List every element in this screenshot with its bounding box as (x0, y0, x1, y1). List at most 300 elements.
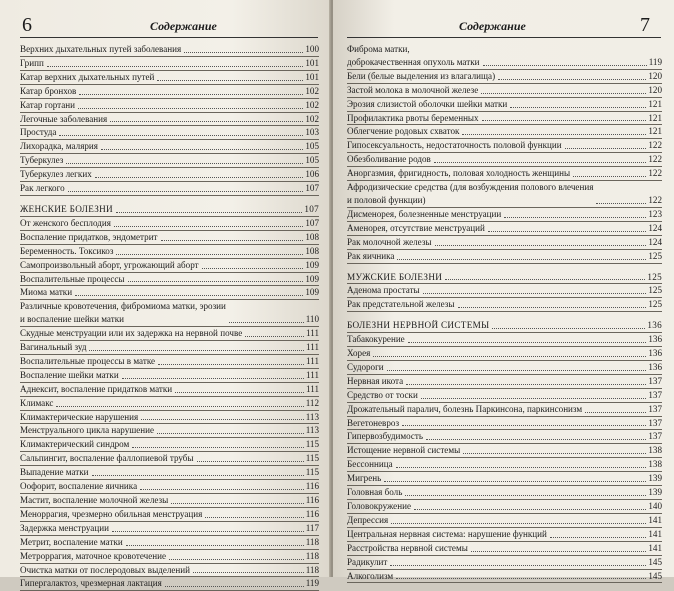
toc-entry-title: Оофорит, воспаление яичника (20, 481, 138, 492)
toc-entry-title: Климакс (20, 397, 54, 408)
toc-entry-page: 111 (306, 342, 319, 353)
dot-leader (75, 294, 303, 296)
toc-row (347, 125, 662, 138)
toc-entry-page: 121 (648, 112, 662, 123)
dot-leader (140, 488, 304, 490)
left-header-rule (20, 37, 318, 38)
toc-entry (347, 70, 662, 84)
toc-row (20, 494, 319, 507)
toc-entry-page: 115 (305, 467, 319, 478)
toc-row (20, 168, 319, 181)
toc-row (20, 424, 319, 437)
dot-leader (47, 65, 304, 67)
toc-section-heading (347, 271, 662, 285)
toc-entry-page: 116 (305, 508, 319, 519)
dot-leader (463, 452, 646, 454)
toc-entry-title: Воспаление шейки матки (20, 369, 119, 380)
toc-entry-page: 113 (305, 425, 319, 436)
dot-leader (488, 230, 646, 232)
toc-row (20, 508, 319, 521)
toc-entry-title: Табакокурение (347, 334, 405, 345)
toc-entry-page: 109 (305, 287, 319, 298)
toc-row (347, 458, 662, 471)
toc-entry-title: Облегчение родовых схваток (347, 126, 460, 137)
group-spacer (347, 264, 662, 267)
toc-entry-title: От женского бесплодия (20, 217, 111, 228)
dot-leader (184, 51, 303, 53)
toc-entry-page: 109 (305, 259, 319, 270)
toc-entry-title: Беременность. Токсикоз (20, 245, 114, 256)
toc-row (347, 98, 662, 111)
toc-entry (347, 298, 662, 312)
dot-leader (435, 244, 647, 246)
toc-entry-title: Головокружение (347, 501, 411, 511)
toc-entry-page: 108 (305, 231, 319, 242)
toc-row (20, 231, 319, 244)
toc-entry (347, 222, 662, 236)
toc-row (347, 284, 662, 297)
dot-leader (391, 522, 646, 524)
toc-entry (347, 333, 662, 347)
toc-entry-page: 109 (305, 273, 319, 284)
toc-entry-page: 120 (648, 84, 662, 95)
toc-row (20, 245, 319, 258)
toc-entry (347, 375, 662, 389)
dot-leader (56, 405, 303, 407)
toc-row (20, 480, 319, 493)
toc-entry (20, 43, 319, 57)
toc-entry (347, 112, 662, 126)
toc-entry-title: Рак яичника (347, 250, 395, 261)
toc-row (347, 514, 662, 527)
toc-row (347, 181, 662, 207)
toc-entry-title: Эрозия слизистой оболочки шейки матки (347, 98, 508, 109)
dot-leader (157, 79, 303, 81)
toc-entry-page: 119 (648, 56, 662, 67)
toc-entry-title: Хорея (347, 348, 371, 359)
toc-row (20, 355, 319, 368)
toc-entry-title: Аденома простаты (347, 285, 420, 296)
toc-row (20, 411, 319, 424)
toc-row (20, 300, 319, 326)
toc-entry-title: Расстройства нервной системы (347, 542, 468, 553)
right-page-number: 7 (640, 14, 650, 36)
dot-leader (132, 446, 303, 448)
dot-leader (396, 466, 647, 468)
toc-entry-title: Депрессия (347, 514, 389, 525)
toc-entry-title: Дисменорея, болезненные менструации (347, 208, 502, 219)
dot-leader (405, 494, 646, 496)
toc-entry (347, 556, 662, 570)
toc-entry-title: Бессонница (347, 459, 393, 470)
toc-entry-title: Мигрень (347, 473, 382, 484)
toc-entry-page: 140 (648, 501, 662, 511)
dot-leader (128, 280, 304, 282)
toc-row (20, 286, 319, 299)
toc-entry-title: Воспалительные процессы (20, 273, 125, 284)
toc-entry (347, 250, 662, 264)
toc-entry-page: 141 (648, 528, 662, 539)
left-page-number: 6 (22, 14, 32, 36)
toc-entry (20, 550, 319, 564)
toc-entry-page: 107 (304, 203, 319, 214)
toc-entry (347, 139, 662, 153)
toc-row (20, 154, 319, 167)
toc-entry (347, 84, 662, 98)
toc-row (347, 500, 662, 513)
right-header-rule (347, 37, 661, 38)
toc-entry-page: 115 (305, 439, 319, 450)
toc-row (20, 383, 319, 396)
dot-leader (101, 148, 303, 150)
toc-entry-title: Грипп (20, 57, 44, 68)
toc-entry-page: 138 (648, 459, 662, 470)
toc-entry-page: 107 (305, 217, 319, 228)
toc-entry-title: Средство от тоски (347, 389, 418, 400)
toc-entry (347, 486, 662, 500)
dot-leader (565, 147, 647, 149)
toc-entry (347, 417, 662, 431)
toc-row (347, 389, 662, 402)
toc-entry (20, 369, 319, 383)
toc-entry-page: 136 (648, 334, 662, 345)
toc-entry (347, 167, 662, 181)
toc-entry-title: Климактерический синдром (20, 439, 130, 450)
dot-leader (397, 258, 646, 260)
toc-entry-title: Катар гортани (20, 99, 76, 110)
left-toc (20, 43, 319, 591)
toc-entry-page: 121 (648, 126, 662, 137)
dot-leader (585, 411, 646, 413)
toc-entry-page: 102 (305, 85, 319, 96)
dot-leader (202, 267, 304, 269)
toc-entry-page: 101 (305, 57, 319, 68)
dot-leader (384, 480, 646, 482)
toc-entry-page: 137 (648, 403, 662, 414)
toc-entry-page: 124 (648, 222, 662, 233)
toc-row (347, 528, 662, 541)
toc-entry-title: Рак молочной железы (347, 236, 432, 247)
toc-entry-page: 111 (306, 328, 319, 339)
toc-row (20, 522, 319, 535)
toc-entry-page: 124 (648, 236, 662, 247)
toc-entry-page: 115 (305, 453, 319, 464)
dot-leader (79, 93, 303, 95)
toc-entry-title: Центральная нервная система: нарушение функций (347, 528, 547, 539)
right-page (333, 0, 674, 581)
toc-entry-page: 118 (305, 550, 319, 561)
toc-entry (347, 43, 662, 70)
dot-leader (596, 202, 646, 204)
toc-entry-title: Афродизические средства (для возбуждения полового влечения и половой функции) (347, 182, 594, 205)
toc-entry (20, 245, 319, 259)
toc-row (347, 403, 662, 416)
toc-row (20, 466, 319, 479)
toc-row (347, 570, 662, 583)
dot-leader (390, 564, 646, 566)
dot-leader (483, 64, 647, 66)
dot-leader (406, 383, 646, 385)
dot-leader (141, 418, 303, 420)
toc-entry (20, 480, 319, 494)
dot-leader (205, 516, 303, 518)
right-running-header: Содержание (459, 19, 526, 33)
toc-entry-page: 105 (305, 155, 319, 166)
toc-entry-title: Застой молока в молочной железе (347, 84, 479, 95)
toc-row (347, 43, 662, 69)
toc-row (20, 217, 319, 230)
toc-entry-page: 125 (648, 250, 662, 261)
toc-entry (347, 444, 662, 458)
toc-entry-page: 136 (648, 348, 662, 359)
toc-entry (20, 438, 319, 452)
toc-entry-page: 125 (648, 299, 662, 310)
toc-entry-title: Гипосексуальность, недостаточность половой функции (347, 140, 562, 151)
toc-entry (347, 361, 662, 375)
dot-leader (481, 92, 646, 94)
toc-entry-title: Легочные заболевания (20, 113, 108, 124)
toc-entry (347, 125, 662, 139)
toc-row (20, 397, 319, 410)
toc-entry-page: 141 (648, 514, 662, 525)
toc-row (20, 71, 319, 84)
toc-entry-page: 107 (305, 183, 319, 194)
dot-leader (573, 175, 646, 177)
toc-entry (347, 472, 662, 486)
right-toc (347, 43, 662, 583)
toc-section-heading (347, 319, 662, 333)
toc-entry-page: 117 (305, 522, 319, 533)
toc-entry-page: 136 (647, 320, 662, 331)
toc-entry-page: 108 (305, 245, 319, 256)
toc-entry-title: Выпадение матки (20, 467, 89, 478)
toc-entry-title: ЖЕНСКИЕ БОЛЕЗНИ (20, 203, 113, 214)
toc-entry-title: Рак предстательной железы (347, 299, 455, 310)
toc-entry-title: Алкоголизм (347, 570, 394, 581)
toc-entry-title: Воспалительные процессы в матке (20, 355, 156, 366)
group-spacer (347, 312, 662, 315)
dot-leader (78, 107, 303, 109)
toc-entry-page: 138 (648, 445, 662, 456)
toc-row (20, 113, 319, 126)
toc-entry-title: Аднексит, воспаление придатков матки (20, 383, 173, 394)
toc-entry-page: 111 (306, 355, 319, 366)
toc-entry (347, 542, 662, 556)
toc-entry-page: 112 (305, 397, 319, 408)
toc-entry-page: 102 (305, 113, 319, 124)
toc-entry (347, 98, 662, 112)
toc-entry-page: 100 (305, 44, 319, 54)
section-row (347, 319, 662, 332)
toc-entry (20, 564, 319, 578)
toc-entry (20, 126, 319, 140)
toc-entry (20, 71, 319, 85)
toc-entry (347, 528, 662, 542)
toc-entry-title: Рак легкого (20, 183, 65, 194)
toc-entry (20, 424, 319, 438)
toc-entry-title: Различные кровотечения, фибромиома матки, эрозии и воспаление шейки матки (20, 301, 226, 325)
dot-leader (510, 106, 646, 108)
dot-leader (116, 253, 303, 255)
dot-leader (229, 321, 304, 323)
toc-entry-title: Катар верхних дыхательных путей (20, 71, 155, 82)
toc-entry-title: Нервная икота (347, 375, 404, 386)
group-spacer (20, 196, 319, 199)
dot-leader (458, 306, 647, 308)
toc-entry (20, 113, 319, 127)
dot-leader (175, 391, 304, 393)
dot-leader (434, 161, 647, 163)
toc-entry-title: Менструального цикла нарушение (20, 425, 155, 436)
toc-entry-title: Радикулит (347, 556, 388, 567)
toc-entry-title: Аноргазмия, фригидность, половая холодность женщины (347, 168, 571, 179)
toc-entry (20, 327, 319, 341)
toc-entry (20, 259, 319, 273)
dot-leader (171, 502, 303, 504)
toc-entry (20, 140, 319, 154)
dot-leader (158, 363, 304, 365)
toc-entry-title: БОЛЕЗНИ НЕРВНОЙ СИСТЕМЫ (347, 320, 490, 331)
dot-leader (197, 460, 304, 462)
toc-entry-page: 121 (648, 98, 662, 109)
toc-entry-title: МУЖСКИЕ БОЛЕЗНИ (347, 271, 443, 282)
toc-entry-page: 145 (648, 570, 662, 581)
toc-entry-page: 116 (305, 481, 319, 492)
toc-entry-title: Метроррагия, маточное кровотечение (20, 550, 167, 561)
toc-entry-page: 137 (648, 417, 662, 428)
toc-entry (20, 536, 319, 550)
toc-entry-page: 139 (648, 473, 662, 484)
toc-row (20, 341, 319, 354)
toc-entry-page: 137 (648, 375, 662, 386)
toc-row (347, 556, 662, 569)
toc-entry-title: Катар бронхов (20, 85, 77, 96)
dot-leader (482, 119, 647, 121)
toc-entry-title: Дрожательный паралич, болезнь Паркинсона, паркинсонизм (347, 403, 583, 414)
toc-entry-title: Бели (белые выделения из влагалища) (347, 70, 496, 81)
toc-entry-page: 137 (648, 389, 662, 400)
toc-row (20, 57, 319, 70)
dot-leader (373, 355, 646, 357)
toc-entry (347, 236, 662, 250)
toc-row (347, 70, 662, 83)
toc-entry (20, 577, 319, 591)
toc-entry-page: 120 (648, 70, 662, 81)
toc-entry (347, 284, 662, 298)
dot-leader (116, 211, 302, 213)
toc-entry-title: Самопроизвольный аборт, угрожающий аборт (20, 259, 199, 270)
toc-row (347, 153, 662, 166)
toc-entry-title: Вагинальный зуд (20, 342, 87, 353)
toc-entry (347, 514, 662, 528)
toc-row (347, 139, 662, 152)
toc-entry (347, 153, 662, 167)
dot-leader (122, 377, 304, 379)
toc-row (347, 417, 662, 430)
toc-entry-title: Гипервозбудимость (347, 431, 424, 442)
dot-leader (161, 239, 304, 241)
toc-entry (347, 347, 662, 361)
dot-leader (408, 341, 647, 343)
toc-row (20, 273, 319, 286)
toc-entry (20, 466, 319, 480)
dot-leader (165, 585, 304, 587)
toc-row (20, 99, 319, 112)
toc-entry-page: 145 (648, 556, 662, 567)
dot-leader (112, 530, 304, 532)
toc-entry-title: Вегетоневроз (347, 417, 400, 428)
dot-leader (157, 432, 304, 434)
toc-entry-page: 122 (648, 168, 662, 179)
toc-entry-title: Простуда (20, 127, 57, 138)
toc-entry (20, 99, 319, 113)
dot-leader (169, 558, 304, 560)
toc-row (347, 222, 662, 235)
toc-entry-title: Скудные менструации или их задержка на нервной почве (20, 328, 243, 339)
toc-section-heading (20, 203, 319, 217)
toc-entry (20, 411, 319, 425)
toc-entry (347, 500, 662, 514)
toc-row (20, 577, 319, 590)
toc-row (20, 536, 319, 549)
toc-entry (20, 508, 319, 522)
toc-entry-title: Истощение нервной системы (347, 445, 461, 456)
toc-entry (20, 494, 319, 508)
toc-row (347, 236, 662, 249)
section-row (347, 271, 662, 284)
dot-leader (396, 577, 646, 579)
toc-row (347, 444, 662, 457)
toc-entry-page: 111 (306, 369, 319, 380)
toc-entry-title: Гипергалактоз, чрезмерная лактация (20, 578, 162, 589)
toc-row (20, 182, 319, 195)
toc-row (347, 347, 662, 360)
toc-entry-title: Фиброма матки, доброкачественная опухоль матки (347, 44, 480, 67)
toc-entry-page: 118 (305, 564, 319, 575)
toc-entry-title: Туберкулез легких (20, 169, 92, 180)
dot-leader (126, 544, 304, 546)
toc-entry (20, 341, 319, 355)
dot-leader (68, 190, 304, 192)
dot-leader (498, 78, 646, 80)
toc-entry (347, 570, 662, 584)
dot-leader (387, 369, 647, 371)
toc-entry (20, 231, 319, 245)
dot-leader (421, 397, 647, 399)
toc-entry (20, 522, 319, 536)
toc-row (347, 542, 662, 555)
toc-entry-page: 119 (305, 578, 319, 589)
dot-leader (89, 349, 304, 351)
toc-entry (20, 273, 319, 287)
toc-entry-title: Очистка матки от послеродовых выделений (20, 564, 191, 575)
toc-entry (20, 397, 319, 411)
toc-entry-title: Воспаление придатков, эндометрит (20, 231, 158, 242)
toc-entry-page: 105 (305, 141, 319, 152)
toc-entry-title: Аменорея, отсутствие менструаций (347, 222, 485, 233)
toc-entry-page: 101 (305, 71, 319, 82)
toc-entry (20, 217, 319, 231)
toc-entry-title: Туберкулез (20, 155, 64, 166)
left-running-header: Содержание (150, 19, 217, 33)
toc-entry (20, 57, 319, 71)
toc-row (347, 84, 662, 97)
toc-row (347, 361, 662, 374)
toc-entry-title: Верхних дыхательных путей заболевания (20, 44, 182, 54)
dot-leader (414, 508, 646, 510)
toc-entry (20, 383, 319, 397)
toc-entry (20, 168, 319, 182)
